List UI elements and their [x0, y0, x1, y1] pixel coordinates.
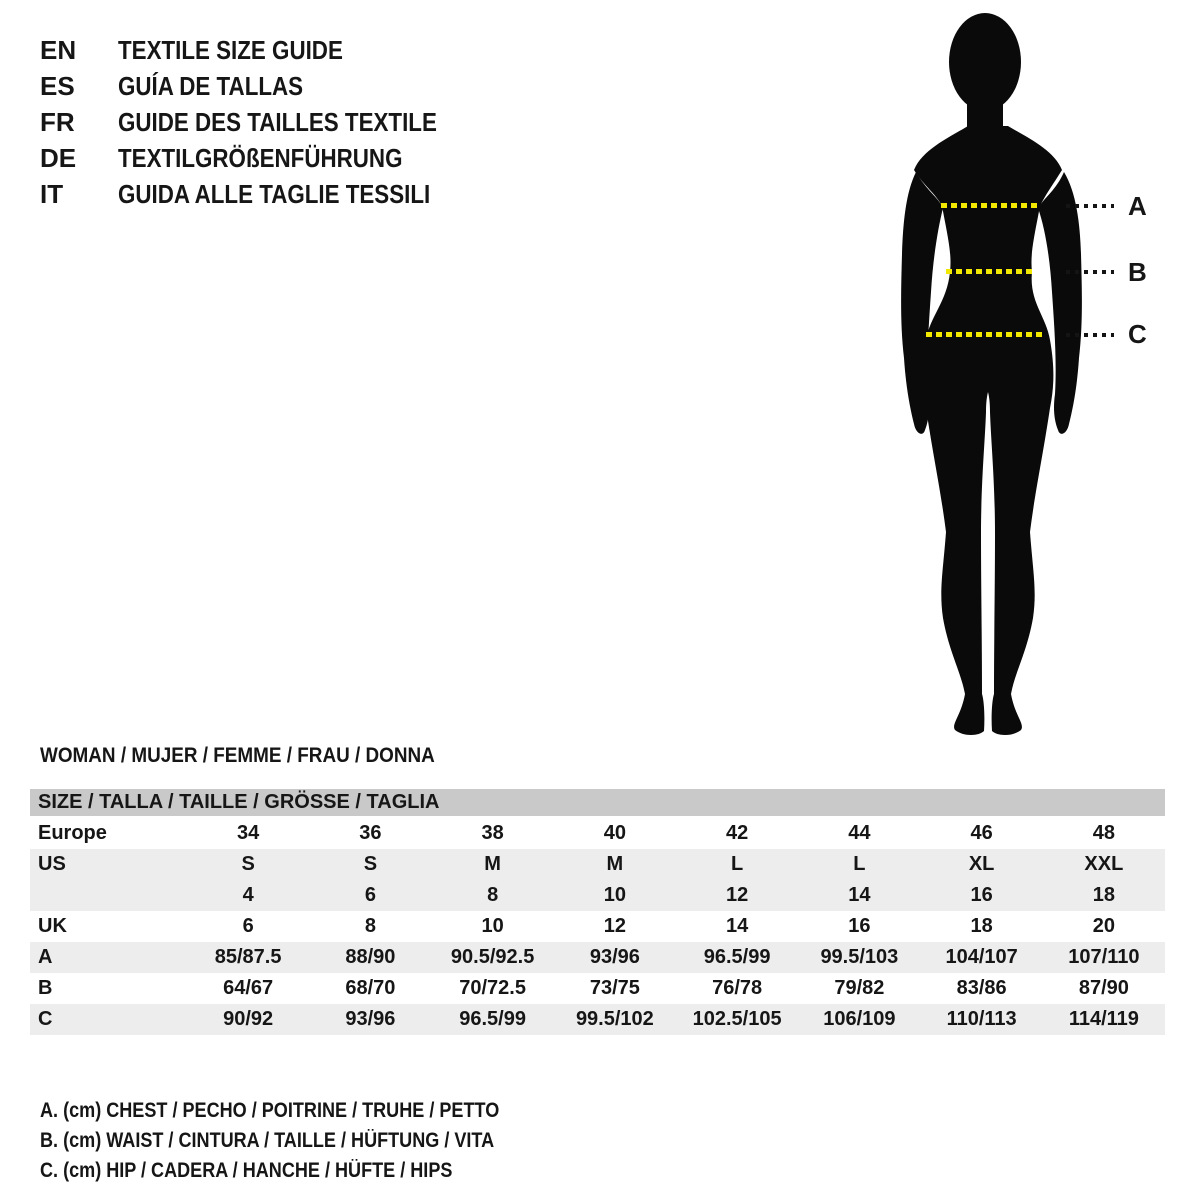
size-cell: 42 [726, 822, 749, 844]
chest-measure-dots [1066, 204, 1114, 208]
size-cell: M [606, 853, 624, 875]
table-row [30, 849, 1165, 880]
size-cell: 110/113 [946, 1008, 1017, 1030]
waist-measure-label: B [1128, 257, 1147, 287]
size-cell: 83/86 [956, 977, 1007, 999]
size-cell: 48 [1092, 822, 1115, 844]
measure-legend [40, 1096, 574, 1186]
table-row [30, 1004, 1165, 1035]
hip-measure-label: C [1128, 319, 1147, 349]
row-label: C [38, 1008, 53, 1030]
waist-measure-dots [1066, 270, 1114, 274]
language-code: DE [40, 143, 77, 173]
language-row [40, 68, 489, 104]
section-title [40, 744, 479, 768]
language-list [40, 32, 489, 212]
size-cell: S [241, 853, 255, 875]
size-cell: 99.5/103 [820, 946, 899, 968]
hip-measure-dots [1066, 333, 1114, 337]
size-table-rows [30, 818, 1165, 1035]
size-cell: 88/90 [345, 946, 396, 968]
row-label: A [38, 946, 53, 968]
size-cell: 90/92 [223, 1008, 274, 1030]
row-label: B [38, 977, 53, 999]
size-table [30, 789, 1165, 1035]
size-cell: 8 [364, 915, 376, 937]
size-cell: 104/107 [945, 946, 1018, 968]
size-cell: 16 [848, 915, 871, 937]
size-cell: L [853, 853, 866, 875]
size-cell: 107/110 [1068, 946, 1140, 968]
legend-line-text: A. (cm) CHEST / PECHO / POITRINE / TRUHE / PETTO [40, 1099, 500, 1122]
table-row [30, 880, 1165, 911]
size-cell: 85/87.5 [214, 946, 282, 968]
size-cell: 18 [970, 915, 993, 937]
language-code: EN [40, 35, 77, 65]
row-label: UK [38, 915, 67, 937]
size-cell: XXL [1084, 853, 1124, 875]
row-label: US [38, 853, 66, 875]
size-cell: 73/75 [589, 977, 640, 999]
size-cell: 87/90 [1078, 977, 1129, 999]
size-cell: 14 [848, 884, 871, 906]
size-table-header-text: SIZE / TALLA / TAILLE / GRÖSSE / TAGLIA [38, 791, 440, 813]
size-cell: 36 [359, 822, 382, 844]
row-label: Europe [38, 822, 107, 844]
size-cell: 68/70 [345, 977, 396, 999]
language-title: TEXTILGRÖßENFÜHRUNG [118, 143, 403, 173]
size-cell: 16 [970, 884, 993, 906]
language-title: GUIDE DES TAILLES TEXTILE [118, 107, 437, 137]
size-cell: 114/119 [1068, 1008, 1139, 1030]
hip-measure-dash [926, 332, 1044, 337]
size-cell: 90.5/92.5 [450, 946, 535, 968]
size-cell: 4 [242, 884, 254, 906]
waist-measure-dash [946, 269, 1034, 274]
size-cell: 8 [487, 884, 499, 906]
language-title: GUIDA ALLE TAGLIE TESSILI [118, 179, 431, 209]
size-cell: L [731, 853, 744, 875]
size-cell: 12 [726, 884, 749, 906]
chest-measure-label: A [1128, 191, 1147, 221]
language-row [40, 140, 489, 176]
language-title: GUÍA DE TALLAS [118, 71, 304, 101]
legend-line-text: C. (cm) HIP / CADERA / HANCHE / HÜFTE / HIPS [40, 1159, 453, 1182]
size-cell: 46 [970, 822, 993, 844]
language-row [40, 32, 489, 68]
size-cell: 96.5/99 [703, 946, 771, 968]
legend-line [40, 1156, 574, 1186]
language-code: ES [40, 71, 75, 101]
table-row [30, 911, 1165, 942]
section-title-text: WOMAN / MUJER / FEMME / FRAU / DONNA [40, 744, 435, 767]
size-table-header [30, 789, 1165, 816]
size-cell: 6 [242, 915, 254, 937]
size-cell: 99.5/102 [575, 1008, 654, 1030]
size-cell: 93/96 [589, 946, 640, 968]
row-label [30, 880, 187, 911]
size-cell: 96.5/99 [459, 1008, 526, 1030]
size-cell: M [484, 853, 501, 875]
size-cell: XL [968, 853, 995, 875]
table-row [30, 818, 1165, 849]
legend-line [40, 1096, 574, 1126]
table-row [30, 973, 1165, 1004]
language-row [40, 176, 489, 212]
table-row [30, 942, 1165, 973]
language-code: IT [40, 179, 64, 209]
size-cell: 44 [848, 822, 871, 844]
size-cell: S [363, 853, 378, 875]
size-cell: 34 [237, 822, 260, 844]
size-cell: 38 [481, 822, 504, 844]
size-cell: 70/72.5 [459, 977, 526, 999]
language-row [40, 104, 489, 140]
legend-line-text: B. (cm) WAIST / CINTURA / TAILLE / HÜFTUNG / VITA [40, 1129, 495, 1152]
size-cell: 40 [603, 822, 626, 844]
language-title: TEXTILE SIZE GUIDE [118, 35, 343, 65]
size-cell: 10 [481, 915, 504, 937]
size-cell: 106/109 [823, 1008, 896, 1030]
language-code: FR [40, 107, 75, 137]
size-cell: 10 [603, 884, 626, 906]
chest-measure-dash [941, 203, 1041, 208]
size-cell: 102.5/105 [692, 1008, 782, 1030]
legend-line [40, 1126, 574, 1156]
size-cell: 79/82 [834, 977, 885, 999]
size-cell: 12 [603, 915, 626, 937]
size-cell: 18 [1092, 884, 1115, 906]
size-cell: 14 [726, 915, 749, 937]
size-cell: 6 [364, 884, 376, 906]
size-cell: 93/96 [345, 1008, 396, 1030]
size-cell: 64/67 [223, 977, 274, 999]
woman-silhouette [860, 0, 1100, 740]
size-cell: 20 [1092, 915, 1115, 937]
size-cell: 76/78 [712, 977, 763, 999]
